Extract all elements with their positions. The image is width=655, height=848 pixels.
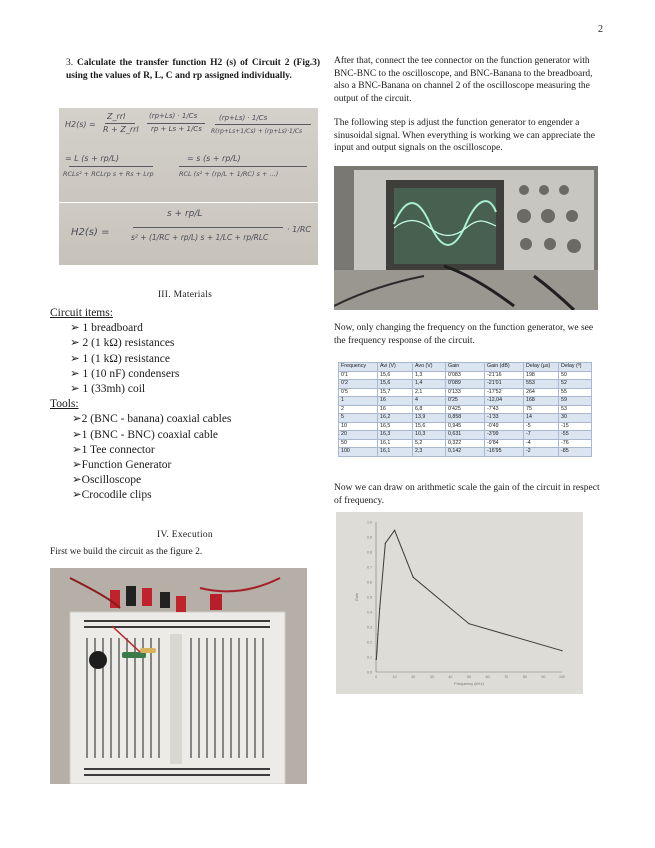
list-item: ➢ 1 (1 kΩ) resistance [70, 352, 170, 365]
table-cell: -2 [524, 448, 559, 457]
table-cell: 5,2 [413, 439, 446, 448]
table-cell: 53 [559, 405, 592, 414]
table-cell: 0'1 [339, 371, 378, 380]
gain-data-point [468, 623, 469, 624]
table-cell: 0,142 [446, 448, 485, 457]
paragraph-3: Now, only changing the frequency on the function generator, we see the frequency response of the circuit. [334, 323, 594, 346]
table-cell: Delay (º) [559, 363, 592, 372]
handwritten-line2-b: RCLs² + RCLrp s + Rs + Lrp [63, 170, 154, 178]
table-cell: -15 [559, 422, 592, 431]
execution-text: First we build the circuit as the figure 2. [50, 547, 203, 557]
list-item: ➢ 2 (1 kΩ) resistances [70, 337, 175, 350]
table-cell: Avi (V) [378, 363, 413, 372]
gain-data-point [377, 634, 378, 635]
table-row [339, 414, 592, 423]
list-item: ➢1 (BNC - BNC) coaxial cable [72, 428, 219, 441]
circuit-items-label: Circuit items: [50, 307, 113, 319]
table-cell: 168 [524, 397, 559, 406]
table-cell: 15,7 [378, 388, 413, 397]
handwritten-line2-c: = s (s + rp/L) [187, 154, 241, 163]
table-cell: 0,945 [446, 422, 485, 431]
x-tick-label: 10 [392, 675, 397, 679]
table-cell: 0'425 [446, 405, 485, 414]
oscilloscope-photo [334, 166, 598, 310]
table-cell: 13,9 [413, 414, 446, 423]
table-cell: 16 [378, 405, 413, 414]
gain-data-point [385, 543, 386, 544]
table-cell: 14 [524, 414, 559, 423]
handwritten-derivation-photo [59, 108, 318, 202]
table-cell: Avo (V) [413, 363, 446, 372]
x-tick-label: 90 [541, 675, 546, 679]
table-cell: 553 [524, 380, 559, 389]
gain-chart-photo [336, 512, 583, 694]
table-cell: -12,04 [485, 397, 524, 406]
gain-chart [336, 512, 583, 694]
table-cell: 10,3 [413, 431, 446, 440]
gain-data-point [394, 530, 395, 531]
table-cell: 0'089 [446, 380, 485, 389]
table-cell: 2 [339, 405, 378, 414]
list-item: ➢ 1 breadboard [70, 322, 143, 335]
table-row [339, 397, 592, 406]
table-cell: -4 [524, 439, 559, 448]
gain-data-point [376, 658, 377, 659]
gain-data-point [376, 651, 377, 652]
table-cell: Frequency [339, 363, 378, 372]
frequency-table-container [338, 362, 592, 457]
table-row [339, 388, 592, 397]
table-cell: 16,2 [378, 414, 413, 423]
y-tick-label: 0.4 [367, 610, 372, 615]
table-cell: 15,6 [378, 380, 413, 389]
y-tick-label: 0.7 [367, 565, 372, 570]
execution-heading: IV. Execution [157, 530, 213, 540]
table-cell: -21'01 [485, 380, 524, 389]
table-cell: -17'52 [485, 388, 524, 397]
handwritten-line1-c: (rp+Ls) · 1/Cs [149, 112, 198, 120]
x-tick-label: 60 [485, 675, 490, 679]
table-cell: -85 [559, 448, 592, 457]
x-tick-label: 80 [522, 675, 527, 679]
x-tick-label: 100 [559, 675, 565, 679]
handwritten-line2-d: RCL (s² + (rp/L + 1/RC) s + ...) [179, 170, 279, 178]
table-cell: 6,8 [413, 405, 446, 414]
table-cell: 0,322 [446, 439, 485, 448]
x-tick-label: 30 [429, 675, 434, 679]
table-cell: Gain [446, 363, 485, 372]
handwritten-line1-f: R(rp+Ls+1/Cs) + (rp+Ls)·1/Cs [211, 128, 303, 135]
table-cell: 55 [559, 388, 592, 397]
materials-heading: III. Materials [157, 290, 213, 300]
handwritten-final-factor: · 1/RC [287, 225, 312, 234]
table-cell: 1 [339, 397, 378, 406]
handwritten-final-numerator: s + rp/L [167, 209, 203, 219]
table-cell: 2,1 [413, 388, 446, 397]
x-axis-label: Frequency (kHz) [454, 681, 484, 686]
table-cell: -55 [559, 431, 592, 440]
list-item: ➢Oscilloscope [72, 474, 142, 487]
page-number: 2 [598, 24, 603, 35]
x-tick-label: 50 [467, 675, 471, 679]
table-cell: 0,858 [446, 414, 485, 423]
handwritten-line2-a: = L (s + rp/L) [65, 154, 119, 163]
table-cell: -16'95 [485, 448, 524, 457]
list-item: ➢ 1 (10 nF) condensers [70, 367, 180, 380]
table-row [339, 405, 592, 414]
gain-data-point [561, 650, 562, 651]
handwritten-line1-a: Z_rrl [107, 112, 126, 121]
list-item: ➢1 Tee connector [72, 443, 155, 456]
x-tick-label: 70 [504, 675, 509, 679]
table-header-row [339, 363, 592, 372]
table-cell: 15,6 [378, 371, 413, 380]
table-row [339, 439, 592, 448]
table-row [339, 371, 592, 380]
table-cell: 16,1 [378, 448, 413, 457]
table-cell: 20 [339, 431, 378, 440]
x-tick-label: 0 [375, 675, 377, 679]
table-cell: 0,631 [446, 431, 485, 440]
y-tick-label: 0.1 [367, 655, 372, 660]
list-item: ➢ 1 (33mh) coil [70, 383, 146, 396]
y-tick-label: 0.6 [367, 580, 372, 585]
table-cell: 100 [339, 448, 378, 457]
table-cell: -0'49 [485, 422, 524, 431]
paragraph-2: The following step is adjust the function generator to engender a sinusoidal signal. When everything is working we can appreciate the input and output signals on the oscilloscope. [334, 118, 595, 153]
table-cell: 198 [524, 371, 559, 380]
frequency-table [338, 362, 592, 457]
table-cell: 16,5 [378, 422, 413, 431]
table-cell: 50 [339, 439, 378, 448]
handwritten-final-formula-photo [59, 203, 318, 265]
table-cell: 5 [339, 414, 378, 423]
table-cell: -7'43 [485, 405, 524, 414]
table-cell: 1,4 [413, 380, 446, 389]
x-tick-label: 40 [448, 675, 453, 679]
x-tick-label: 20 [411, 675, 416, 679]
materials-list [50, 306, 320, 504]
table-cell: 264 [524, 388, 559, 397]
table-row [339, 380, 592, 389]
handwritten-final-lhs: H2(s) = [71, 227, 110, 238]
table-cell: 16,1 [378, 439, 413, 448]
y-tick-label: 0.0 [367, 670, 372, 675]
table-cell: 0'5 [339, 388, 378, 397]
paragraph-1: After that, connect the tee connector on the function generator with BNC-BNC to the oscilloscope, and BNC-Banana to the breadboard, also a BNC-Banana on channel 2 of the oscilloscope measuring the output of the circuit. [334, 56, 593, 104]
y-tick-label: 0.8 [367, 550, 372, 555]
breadboard-photo [50, 568, 307, 784]
question-3 [66, 57, 320, 82]
handwritten-final-denominator: s² + (1/RC + rp/L) s + 1/LC + rp/RLC [131, 233, 269, 242]
table-cell: Delay (µs) [524, 363, 559, 372]
table-cell: -3'99 [485, 431, 524, 440]
y-tick-label: 0.5 [367, 595, 372, 600]
breadboard-illustration [50, 568, 307, 784]
question-3-prefix: 3. [66, 58, 78, 68]
table-cell: 50 [559, 371, 592, 380]
table-cell: Gain (dB) [485, 363, 524, 372]
gain-data-point [379, 608, 380, 609]
table-cell: 0'083 [446, 371, 485, 380]
chart-background [336, 512, 583, 694]
table-cell: 1,3 [413, 371, 446, 380]
table-cell: 0'133 [446, 388, 485, 397]
table-cell: 16,3 [378, 431, 413, 440]
table-cell: 2,3 [413, 448, 446, 457]
y-tick-label: 0.9 [367, 535, 372, 540]
handwritten-line1-b: R + Z_rrl [103, 125, 139, 134]
table-cell: -21'16 [485, 371, 524, 380]
y-tick-label: 0.3 [367, 625, 372, 630]
question-3-text: Calculate the transfer function H2 (s) of Circuit 2 (Fig.3) using the values of R, L, C and rp assigned individually. [66, 58, 320, 81]
table-cell: 0'2 [339, 380, 378, 389]
handwritten-line1-d: rp + Ls + 1/Cs [151, 125, 202, 133]
table-cell: 59 [559, 397, 592, 406]
handwritten-line1-e: (rp+Ls) · 1/Cs [219, 114, 268, 122]
table-cell: 30 [559, 414, 592, 423]
table-row [339, 448, 592, 457]
table-cell: 15,6 [413, 422, 446, 431]
handwritten-lhs: H2(s) = [65, 120, 96, 129]
table-cell: 16 [378, 397, 413, 406]
oscilloscope-illustration [334, 166, 598, 310]
list-item: ➢Function Generator [72, 459, 172, 472]
table-row [339, 431, 592, 440]
table-cell: -1'33 [485, 414, 524, 423]
y-axis-label: Gain [354, 592, 359, 602]
paragraph-4: Now we can draw on arithmetic scale the gain of the circuit in respect of frequency. [334, 483, 600, 506]
gain-data-point [413, 577, 414, 578]
table-cell: 0'25 [446, 397, 485, 406]
table-cell: -7 [524, 431, 559, 440]
table-cell: 10 [339, 422, 378, 431]
y-tick-label: 0.2 [367, 640, 372, 645]
table-cell: -9'84 [485, 439, 524, 448]
table-cell: 52 [559, 380, 592, 389]
table-cell: -76 [559, 439, 592, 448]
table-row [339, 422, 592, 431]
list-item: ➢2 (BNC - banana) coaxial cables [72, 413, 232, 426]
tools-label: Tools: [50, 398, 79, 411]
table-cell: -5 [524, 422, 559, 431]
y-tick-label: 1.0 [367, 520, 372, 525]
table-cell: 4 [413, 397, 446, 406]
table-cell: 75 [524, 405, 559, 414]
list-item: ➢Crocodile clips [72, 489, 152, 502]
